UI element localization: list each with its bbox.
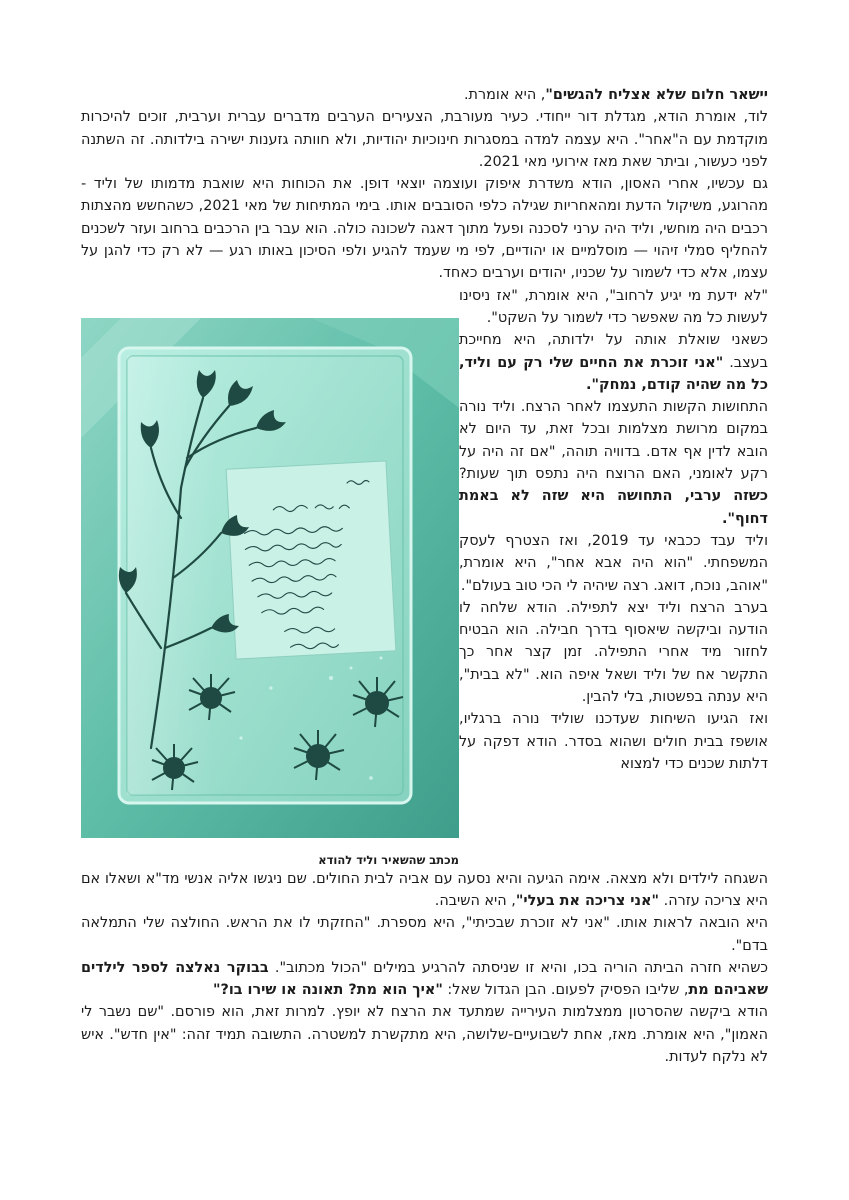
paragraph-calls-end [81,868,768,913]
intro-paragraph [81,84,768,106]
paragraph-firefighter: וליד עבד ככבאי עד 2019, ואז הצטרף לעסק המשפחתי. "הוא היה אבא אחר", היא אומרת, "אוהב, נוכח, דואג. רצה שיהיה לי הכי טוב בעולם". [459,532,768,594]
intro-quote-bold: יישאר חלום שלא אצליח להגשים" [545,87,768,103]
calls-text-end: , היא השיבה. [434,892,516,909]
calls-text: השגחה לילדים ולא מצאה. אימה הגיעה והיא נסעה עם אביה לבית החולים. שם ניגשו אליה אנשי מד"א ושאלו אם היא צריכה עזרה. [81,870,768,909]
photo-caption: מכתב שהשאיר וליד להודא [318,852,459,867]
paragraph-calls-start: ואז הגיעו השיחות שעדכנו שוליד נורה ברגליו, אושפז בבית חולים ושהוא בסדר. הודא דפקה על דלתות שכנים כדי למצוא [459,711,768,772]
paragraph-evening: בערב הרצח וליד יצא לתפילה. הודא שלחה לו הודעה וביקשה שיאסוף בדרך חבילה. הוא הבטיח לחזור מיד אחרי התפילה. זמן קצר אחר כך התקשר אח של וליד ושאל איפה הוא. "לא בבית", היא ענתה בפשטות, בלי להבין. [459,599,768,706]
childhood-text: כשאני שואלת אותה על ילדותה, היא מחייכת בעצב. [459,332,768,371]
letter-photo [81,318,459,838]
paragraph-street: "לא ידעת מי יגיע לרחוב", היא אומרת, "אז ניסינו לעשות כל מה שאפשר כדי לשמור על השקט". [459,287,768,326]
letter-photo-graphic [81,318,459,838]
letter-paper [226,461,396,659]
calls-quote-bold: "אני צריכה את בעלי" [515,892,660,909]
paragraph-hospital: היא הובאה לראות אותו. "אני לא זוכרת שבכיתי", היא מספרת. "החזקתי לו את הראש. החולצה שלי התמלאה בדם". [81,915,768,954]
morning-bold: בבוקר נאלצה לספר לילדים שאביהם מת [81,959,768,999]
childhood-quote-bold: "אני זוכרת את החיים שלי רק עם וליד, כל מה שהיה קודם, נמחק". [459,354,768,393]
photo-column [81,285,459,868]
morning-text-mid: , שליבו הפסיק לפעום. הבן הגדול שאל: [442,982,689,999]
two-column-block [81,285,768,868]
paragraph-morning [81,957,768,1002]
feelings-quote-bold: כשזה ערבי, התחושה היא שזה לא באמת דחוף". [459,488,768,527]
intro-rest: , היא אומרת. [463,87,546,103]
feelings-text: התחושות הקשות התעצמו לאחר הרצח. וליד נורה במקום מרושת מצלמות ובכל זאת, עד היום לא הובא לדין אף אדם. בדוויה תוהה, "אם זה היה על רקע לאומני, האם הרוצח היה נתפס תוך שעות? [459,399,768,483]
paragraph-now: גם עכשיו, אחרי האסון, הודא משדרת איפוק ועוצמה יוצאי דופן. את הכוחות היא שואבת מדמותו של וליד - מהרוגע, משיקול הדעת ומהאחריות שגילה כלפי הסובבים אותו. בימי המתיחות של מאי 2021, כשהחשש מהצתות רכבים היה מוחשי, וליד היה ערני לסכנה ופעל מתוך דאגה לשכונה כולה. הוא עבר בין הרכבים ברחוב ועזר לשכנים להחליף סמלי זיהוי — מוסלמיים או יהודיים, לפי מי שעמד להגיע ולפי הסיכון באותו רגע — לא רק כדי להגן על עצמו, אלא כדי לשמור על שכניו, יהודים וערבים כאחד. [81,176,768,282]
morning-question-bold: "איך הוא מת? תאונה או שירו בו?" [212,982,443,999]
paragraph-video: הודא ביקשה שהסרטון ממצלמות העירייה שמתעד את הרצח לא יופץ. למרות זאת, הוא פורסם. "שם נשבר לי האמון", היא אומרת. מאז, אחת לשבועיים-שלושה, היא מתקשרת למשטרה. התשובה תמיד זהה: "אין חדש". איש לא נלקח לעדות. [81,1004,768,1066]
morning-text: כשהיא חזרה הביתה הוריה בכו, והיא זו שניסתה להרגיע במילים "הכול מכתוב". [268,959,769,976]
paragraph-lod: לוד, אומרת הודא, מגדלת דור ייחודי. כעיר מעורבת, הצעירים הערבים מדברים עברית וערבית, זוכים להיכרות מוקדמת עם ה"אחר". היא עצמה למדה במסגרות חינוכיות יהודיות, ולא חוותה גזענות ישירה בילדותה. זה השתנה לפני כעשור, וביתר שאת מאז אירועי מאי 2021. [81,109,768,170]
